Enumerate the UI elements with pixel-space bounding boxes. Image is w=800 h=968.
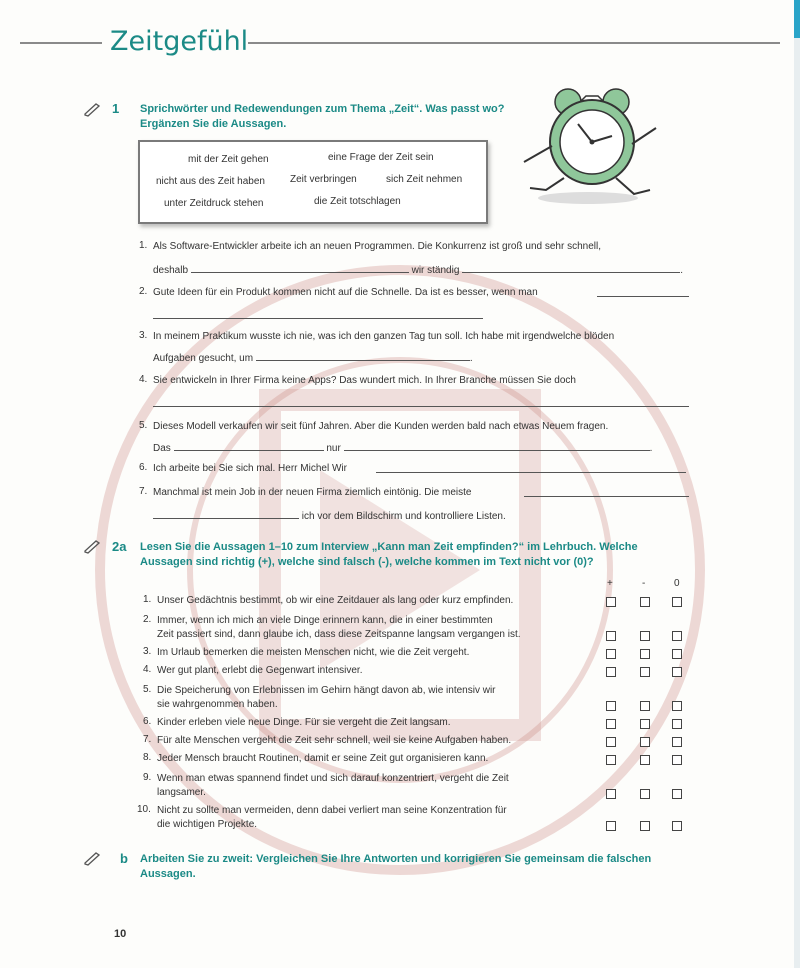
answer-blank[interactable]	[462, 262, 680, 273]
word-box-entry: Zeit verbringen	[290, 174, 357, 185]
ex1-item-1-text2c: .	[680, 265, 683, 276]
checkbox-minus[interactable]	[640, 737, 650, 747]
answer-blank[interactable]	[153, 508, 299, 519]
page-edge-tab	[794, 0, 800, 38]
statement-number: 2.	[143, 614, 152, 625]
checkbox-zero[interactable]	[672, 789, 682, 799]
word-box-entry: eine Frage der Zeit sein	[328, 152, 434, 163]
statement-text: Für alte Menschen vergeht die Zeit sehr schnell, weil sie keine Aufgaben haben.	[157, 735, 512, 746]
answer-blank[interactable]	[524, 496, 689, 497]
column-header-plus: +	[607, 578, 613, 589]
answer-blank[interactable]	[597, 296, 689, 297]
answer-blank[interactable]	[344, 440, 650, 451]
statement-number: 8.	[143, 752, 152, 763]
ex1-item-1-line2	[153, 262, 683, 278]
checkbox-plus[interactable]	[606, 719, 616, 729]
checkbox-plus[interactable]	[606, 737, 616, 747]
checkbox-zero[interactable]	[672, 701, 682, 711]
item-number: 1.	[139, 240, 148, 251]
statement-text: Kinder erleben viele neue Dinge. Für sie vergeht die Zeit langsam.	[157, 717, 451, 728]
ex1-item-1-text2a: deshalb	[153, 265, 189, 276]
exercise-2a-number: 2a	[112, 539, 127, 554]
exercise-1-instruction: Sprichwörter und Redewendungen zum Thema „Zeit“. Was passt wo? Ergänzen Sie die Aussagen.	[140, 103, 505, 130]
item-number: 3.	[139, 330, 148, 341]
ex1-item-3-text: In meinem Praktikum wusste ich nie, was ich den ganzen Tag tun soll. Ich habe mit irgendwelche blöden	[153, 331, 615, 342]
checkbox-zero[interactable]	[672, 719, 682, 729]
checkbox-plus[interactable]	[606, 755, 616, 765]
statement-number: 6.	[143, 716, 152, 727]
item-number: 6.	[139, 462, 148, 473]
ex1-item-1-text2b: wir ständig	[411, 265, 460, 276]
item-number: 5.	[139, 420, 148, 431]
statement-text: Die Speicherung von Erlebnissen im Gehirn hängt davon ab, wie intensiv wir	[157, 685, 496, 696]
word-box-entry: unter Zeitdruck stehen	[164, 198, 264, 209]
exercise-1-number: 1	[112, 101, 120, 116]
ex1-item-5-line2	[153, 440, 652, 456]
statement-text: Wer gut plant, erlebt die Gegenwart intensiver.	[157, 665, 363, 676]
checkbox-plus[interactable]	[606, 649, 616, 659]
running-clock-illustration	[516, 86, 676, 216]
ex1-item-5-text: Dieses Modell verkaufen wir seit fünf Jahren. Aber die Kunden werden bald nach etwas Neuem fragen.	[153, 421, 609, 432]
statement-text: Immer, wenn ich mich an viele Dinge erinnern kann, die in einer bestimmten	[157, 615, 493, 626]
ex1-item-3-text2a: Aufgaben gesucht, um	[153, 353, 254, 364]
checkbox-plus[interactable]	[606, 789, 616, 799]
statement-text: Unser Gedächtnis bestimmt, ob wir eine Zeitdauer als lang oder kurz empfinden.	[157, 595, 514, 606]
pencil-icon	[84, 852, 100, 866]
checkbox-minus[interactable]	[640, 821, 650, 831]
answer-blank[interactable]	[174, 440, 324, 451]
ex1-item-4-text: Sie entwickeln in Ihrer Firma keine Apps? Das wundert mich. In Ihrer Branche müssen Sie doch	[153, 375, 576, 386]
exercise-2b-number: b	[120, 851, 128, 866]
answer-blank[interactable]	[153, 318, 483, 319]
answer-blank[interactable]	[256, 350, 470, 361]
ex1-item-5-text2c: .	[649, 443, 653, 454]
statement-text: Im Urlaub bemerken die meisten Menschen nicht, wie die Zeit vergeht.	[157, 647, 470, 658]
checkbox-minus[interactable]	[640, 631, 650, 641]
ex1-item-5-text2a: Das	[153, 443, 171, 454]
checkbox-minus[interactable]	[640, 789, 650, 799]
statement-number: 1.	[143, 594, 152, 605]
exercise-2a-instruction: Lesen Sie die Aussagen 1–10 zum Interview „Kann man Zeit empfinden?“ im Lehrbuch. Welche Aussagen sind richtig (+), welche sind falsch (-), welche kommen im Text nicht vor (0)?	[140, 541, 638, 568]
word-box-entry: nicht aus des Zeit haben	[156, 176, 265, 187]
checkbox-plus[interactable]	[606, 667, 616, 677]
checkbox-zero[interactable]	[672, 667, 682, 677]
statement-number: 10.	[137, 804, 151, 815]
statement-number: 9.	[143, 772, 152, 783]
checkbox-plus[interactable]	[606, 701, 616, 711]
column-header-minus: -	[642, 578, 646, 589]
checkbox-plus[interactable]	[606, 631, 616, 641]
ex1-item-7-text2b: ich vor dem Bildschirm und kontrolliere Listen.	[301, 511, 506, 522]
statement-text: langsamer.	[157, 787, 206, 798]
page-number: 10	[114, 928, 127, 940]
column-header-zero: 0	[674, 578, 680, 589]
ex1-item-7-text: Manchmal ist mein Job in der neuen Firma ziemlich eintönig. Die meiste	[153, 487, 472, 498]
statement-text: sie wahrgenommen haben.	[157, 699, 278, 710]
checkbox-minus[interactable]	[640, 755, 650, 765]
checkbox-plus[interactable]	[606, 821, 616, 831]
checkbox-minus[interactable]	[640, 597, 650, 607]
statement-number: 5.	[143, 684, 152, 695]
checkbox-zero[interactable]	[672, 649, 682, 659]
exercise-2b-instruction: Arbeiten Sie zu zweit: Vergleichen Sie Ihre Antworten und korrigieren Sie gemeinsam die falschen Aussagen.	[140, 853, 652, 880]
ex1-item-3-text2c: .	[469, 353, 473, 364]
title-rule-right	[248, 42, 780, 44]
checkbox-minus[interactable]	[640, 719, 650, 729]
statement-text: Jeder Mensch braucht Routinen, damit er seine Zeit gut organisieren kann.	[157, 753, 489, 764]
statement-text: die wichtigen Projekte.	[157, 819, 258, 830]
answer-blank[interactable]	[376, 472, 686, 473]
checkbox-zero[interactable]	[672, 631, 682, 641]
checkbox-zero[interactable]	[672, 597, 682, 607]
item-number: 2.	[139, 286, 148, 297]
statement-number: 3.	[143, 646, 152, 657]
page-edge	[794, 0, 800, 968]
statement-text: Nicht zu sollte man vermeiden, denn dabei verliert man seine Konzentration für	[157, 805, 507, 816]
checkbox-zero[interactable]	[672, 821, 682, 831]
statement-number: 7.	[143, 734, 152, 745]
pencil-icon	[84, 103, 100, 117]
ex1-item-1-text: Als Software-Entwickler arbeite ich an neuen Programmen. Die Konkurrenz ist groß und sehr schnell,	[153, 241, 601, 252]
checkbox-zero[interactable]	[672, 737, 682, 747]
checkbox-minus[interactable]	[640, 667, 650, 677]
checkbox-minus[interactable]	[640, 649, 650, 659]
page-title: Zeitgefühl	[110, 26, 249, 57]
word-box-entry: sich Zeit nehmen	[386, 174, 463, 185]
ex1-item-7-line2	[153, 508, 506, 524]
item-number: 7.	[139, 486, 148, 497]
ex1-item-6-text: Ich arbeite bei Sie sich mal. Herr Michel Wir	[153, 463, 347, 474]
statement-text: Wenn man etwas spannend findet und sich darauf konzentriert, vergeht die Zeit	[157, 773, 509, 784]
ex1-item-5-text2b: nur	[326, 443, 341, 454]
statement-text: Zeit passiert sind, dann glaube ich, dass diese Zeitspanne langsam vergangen ist.	[157, 629, 521, 640]
checkbox-minus[interactable]	[640, 701, 650, 711]
pencil-icon	[84, 540, 100, 554]
answer-blank[interactable]	[153, 406, 689, 407]
checkbox-zero[interactable]	[672, 755, 682, 765]
statement-number: 4.	[143, 664, 152, 675]
answer-blank[interactable]	[191, 262, 409, 273]
ex1-item-2-text: Gute Ideen für ein Produkt kommen nicht auf die Schnelle. Da ist es besser, wenn man	[153, 287, 538, 298]
title-rule-left	[20, 42, 102, 44]
word-box-entry: die Zeit totschlagen	[314, 196, 401, 207]
item-number: 4.	[139, 374, 148, 385]
word-box-entry: mit der Zeit gehen	[188, 154, 269, 165]
checkbox-plus[interactable]	[606, 597, 616, 607]
ex1-item-3-line2	[153, 350, 473, 366]
word-box	[138, 140, 488, 224]
